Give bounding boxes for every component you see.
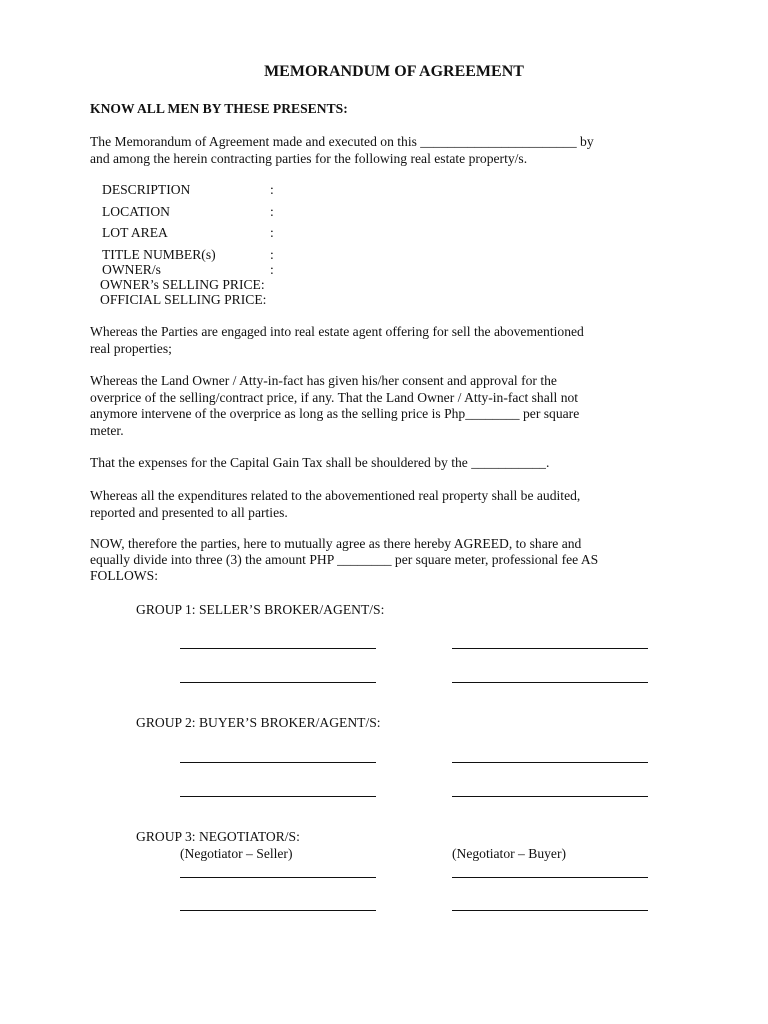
- signature-line: [180, 682, 376, 683]
- field-label-location: LOCATION: [102, 204, 170, 219]
- group-3-label: GROUP 3: NEGOTIATOR/S:: [136, 829, 300, 844]
- document-heading: KNOW ALL MEN BY THESE PRESENTS:: [90, 101, 348, 116]
- signature-line: [452, 910, 648, 911]
- signature-line: [180, 648, 376, 649]
- paragraph-3-line-1: That the expenses for the Capital Gain Tax shall be shouldered by the ___________.: [90, 455, 550, 470]
- paragraph-2-line-4: meter.: [90, 423, 124, 438]
- paragraph-5-line-3: FOLLOWS:: [90, 568, 158, 583]
- negotiator-seller-caption: (Negotiator – Seller): [180, 846, 293, 861]
- signature-line: [452, 796, 648, 797]
- field-colon: :: [270, 262, 274, 277]
- signature-line: [180, 910, 376, 911]
- paragraph-4-line-2: reported and presented to all parties.: [90, 505, 288, 520]
- signature-line: [180, 796, 376, 797]
- signature-line: [180, 762, 376, 763]
- field-colon: :: [270, 247, 274, 262]
- field-label-official-selling-price: OFFICIAL SELLING PRICE:: [100, 292, 267, 307]
- signature-line: [452, 648, 648, 649]
- paragraph-1-line-1: Whereas the Parties are engaged into real estate agent offering for sell the abovementioned: [90, 324, 584, 339]
- paragraph-4-line-1: Whereas all the expenditures related to the abovementioned real property shall be audited,: [90, 488, 581, 503]
- signature-line: [452, 682, 648, 683]
- field-label-owner-selling-price: OWNER’s SELLING PRICE:: [100, 277, 265, 292]
- field-colon: :: [270, 204, 274, 219]
- document-title: MEMORANDUM OF AGREEMENT: [264, 63, 524, 80]
- signature-line: [180, 877, 376, 878]
- field-label-description: DESCRIPTION: [102, 182, 191, 197]
- paragraph-5-line-1: NOW, therefore the parties, here to mutually agree as there hereby AGREED, to share and: [90, 536, 582, 551]
- field-label-lot-area: LOT AREA: [102, 225, 168, 240]
- paragraph-1-line-2: real properties;: [90, 341, 172, 356]
- paragraph-5-line-2: equally divide into three (3) the amount PHP ________ per square meter, professional fee AS: [90, 552, 599, 567]
- paragraph-2-line-1: Whereas the Land Owner / Atty-in-fact has given his/her consent and approval for the: [90, 373, 557, 388]
- group-1-label: GROUP 1: SELLER’S BROKER/AGENT/S:: [136, 602, 385, 617]
- field-label-title-number: TITLE NUMBER(s): [102, 247, 216, 262]
- signature-line: [452, 877, 648, 878]
- intro-line-1: The Memorandum of Agreement made and executed on this _______________________ by: [90, 134, 594, 149]
- negotiator-buyer-caption: (Negotiator – Buyer): [452, 846, 567, 861]
- field-colon: :: [270, 182, 274, 197]
- field-colon: :: [270, 225, 274, 240]
- paragraph-2-line-2: overprice of the selling/contract price, if any. That the Land Owner / Atty-in-fact shall not: [90, 390, 579, 405]
- intro-line-2: and among the herein contracting parties for the following real estate property/s.: [90, 151, 528, 166]
- group-2-label: GROUP 2: BUYER’S BROKER/AGENT/S:: [136, 715, 381, 730]
- field-label-owner: OWNER/s: [102, 262, 161, 277]
- paragraph-2-line-3: anymore intervene of the overprice as long as the selling price is Php________ per square: [90, 406, 580, 421]
- signature-line: [452, 762, 648, 763]
